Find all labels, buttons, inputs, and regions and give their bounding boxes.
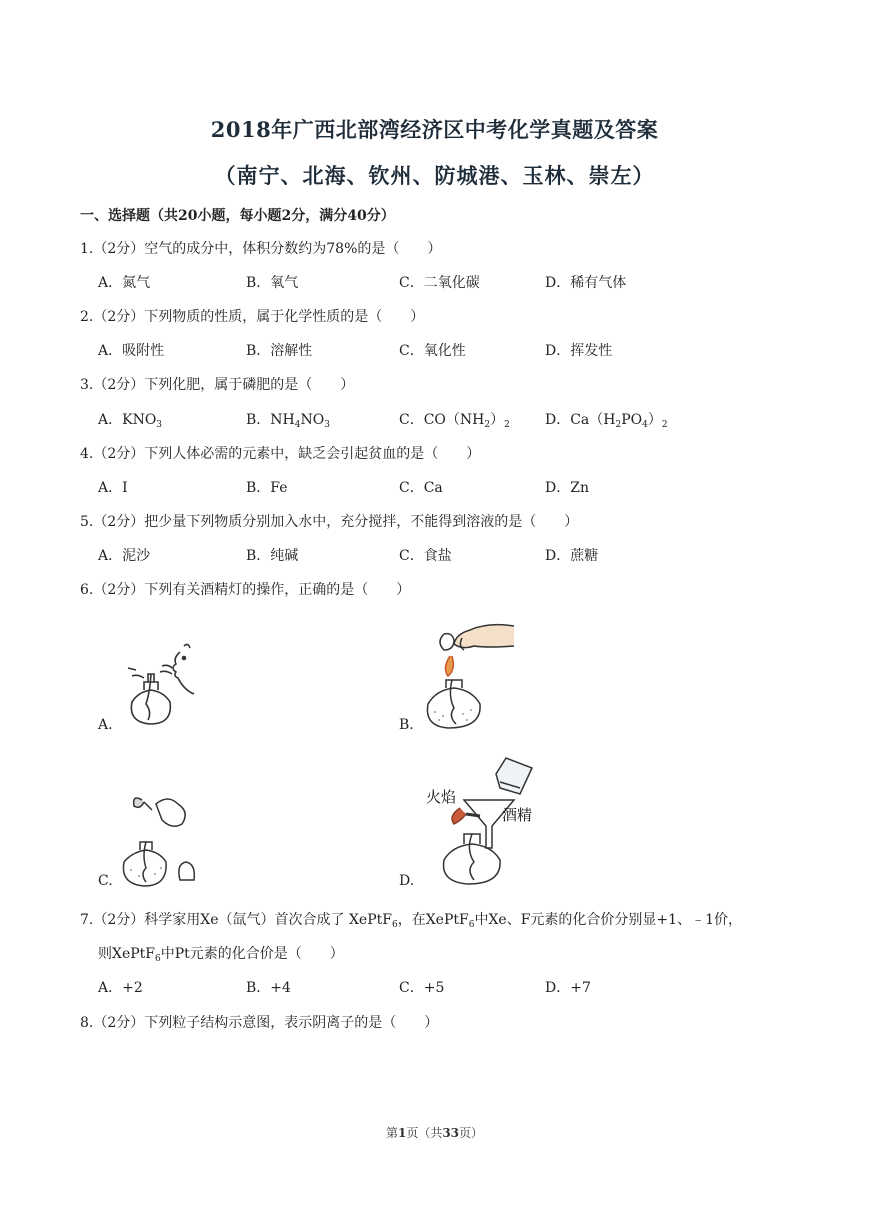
q1-option-d[interactable]: D．稀有气体 [545,275,627,291]
q7-option-a[interactable]: A．+2 [98,980,143,996]
q1-option-b[interactable]: B．氧气 [246,275,299,291]
alcohol-lamp-blow-figure [118,632,208,732]
question-stem: （2分）科学家用Xe（氙气）首次合成了 XePtF [93,912,392,928]
section-heading: 一、选择题（共20小题，每小题2分，满分40分） [80,208,395,224]
question-number: 5. [80,514,94,530]
formula-subscript: 4 [642,420,648,430]
formula-text: ） [490,412,505,428]
page-number: 1 [397,1126,407,1140]
formula-text: C．CO（NH [399,412,485,428]
q7-option-b[interactable]: B．+4 [246,980,291,996]
question-number: 6. [80,582,94,598]
question-stem: （2分）把少量下列物质分别加入水中，充分搅拌，不能得到溶液的是（ ） [93,514,579,530]
page-footer [0,1124,869,1141]
formula-subscript: 4 [294,420,301,430]
q6-option-b[interactable]: B. [399,717,414,733]
question-7 [80,909,742,930]
q2-option-b[interactable]: B．溶解性 [246,343,313,359]
q3-option-b[interactable] [246,409,330,430]
question-3 [80,374,354,394]
question-number: 4. [80,446,94,462]
q5-option-b[interactable]: B．纯碱 [246,548,299,564]
formula-subscript: 6 [155,954,161,964]
q5-option-a[interactable]: A．泥沙 [98,548,151,564]
footer-text: 第 [385,1126,398,1140]
formula-text: NO [300,412,325,428]
question-stem: （2分）下列化肥，属于磷肥的是（ ） [93,377,355,393]
q4-option-c[interactable]: C．Ca [399,480,443,496]
alcohol-label: 酒精 [502,806,533,824]
formula-subscript: 6 [391,920,398,930]
formula-text: A．KNO [98,412,157,428]
question-stem: ，在XePtF [397,912,469,928]
question-number: 7. [80,912,94,928]
formula-subscript: 2 [504,420,510,430]
question-stem: （2分）空气的成分中，体积分数约为78%的是（ ） [93,241,442,257]
alcohol-lamp-ignite-figure [418,616,522,738]
formula-text: PO [621,412,643,428]
q2-option-d[interactable]: D．挥发性 [545,343,613,359]
formula-text: B．NH [246,412,295,428]
q5-option-d[interactable]: D．蔗糖 [545,548,599,564]
q6-option-c[interactable]: C. [98,873,113,889]
q1-option-a[interactable]: A．氮气 [98,275,151,291]
question-1 [80,238,441,258]
q3-option-c[interactable] [399,409,510,430]
formula-subscript: 2 [661,420,668,430]
formula-text: ） [647,412,662,428]
question-7-line2 [98,943,344,964]
formula-text: D．Ca（H [545,412,616,428]
question-6 [80,579,410,599]
question-stem: （2分）下列有关酒精灯的操作，正确的是（ ） [93,582,411,598]
q5-option-c[interactable]: C．食盐 [399,548,452,564]
q6-option-d[interactable]: D. [399,873,415,889]
q2-option-a[interactable]: A．吸附性 [98,343,165,359]
formula-subscript: 2 [484,420,491,430]
question-stem: 中Xe、F元素的化合价分别显+1、﹣1价， [474,912,742,928]
question-number: 3. [80,377,94,393]
formula-subscript: 2 [615,420,622,430]
question-stem: 中Pt元素的化合价是（ ） [160,946,344,962]
footer-text: 页） [459,1126,484,1140]
alcohol-lamp-tipped-figure [116,790,202,890]
formula-subscript: 3 [156,420,163,430]
question-number: 8. [80,1015,94,1031]
q7-option-c[interactable]: C．+5 [399,980,445,996]
q4-option-a[interactable]: A．I [98,480,128,496]
question-5 [80,511,578,531]
q2-option-c[interactable]: C．氧化性 [399,343,466,359]
formula-subscript: 3 [324,420,330,430]
question-2 [80,306,424,326]
question-number: 2. [80,309,94,325]
q6-option-a[interactable]: A. [98,717,113,733]
footer-text: 页（共 [406,1126,443,1140]
question-stem: 则XePtF [98,946,156,962]
question-4 [80,443,480,463]
question-8 [80,1012,438,1032]
q7-option-d[interactable]: D．+7 [545,980,591,996]
page-total: 33 [442,1126,460,1140]
question-number: 1. [80,241,94,257]
question-stem: （2分）下列粒子结构示意图，表示阴离子的是（ ） [93,1015,439,1031]
formula-subscript: 6 [468,920,475,930]
question-stem: （2分）下列物质的性质，属于化学性质的是（ ） [93,309,425,325]
question-stem: （2分）下列人体必需的元素中，缺乏会引起贫血的是（ ） [93,446,481,462]
page-title: 2018年广西北部湾经济区中考化学真题及答案 [210,117,659,142]
q3-option-a[interactable] [98,409,162,430]
page-subtitle: （南宁、北海、钦州、防城港、玉林、崇左） [214,163,655,188]
q4-option-b[interactable]: B．Fe [246,480,288,496]
q3-option-d[interactable] [545,409,668,430]
q4-option-d[interactable]: D．Zn [545,480,589,496]
q1-option-c[interactable]: C．二氧化碳 [399,275,480,291]
flame-label: 火焰 [426,788,457,806]
